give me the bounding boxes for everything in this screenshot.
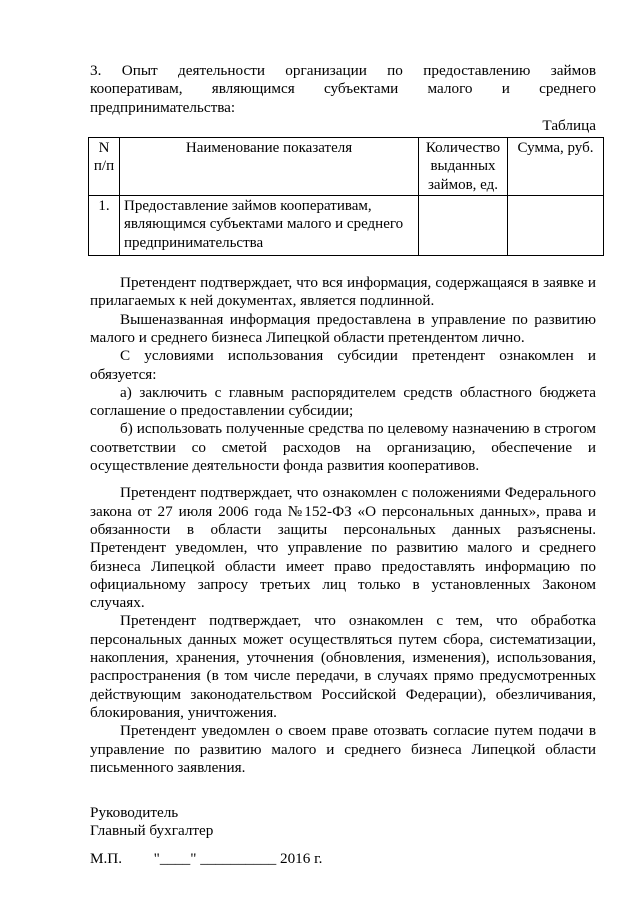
section-heading-line-1: 3. Опыт деятельности организации по предоставлению займов bbox=[90, 62, 596, 79]
table-row bbox=[89, 196, 604, 256]
paragraph: Претендент подтверждает, что ознакомлен с тем, что обработка персональных данных может осуществляться путем сбора, систематизации, накопления, хранения, уточнения (обновления, изменения), использования, распространения (в том числе передачи, в случаях прямо предусмотренных действующим законодательством Российской Федерации), обезличивания, блокирования, уничтожения. bbox=[90, 612, 596, 721]
table-cell: Предоставление займов кооперативам, являющимся субъектами малого и среднего предпринимательства bbox=[120, 196, 419, 256]
table-header-cell: N п/п bbox=[89, 138, 120, 196]
table-header-cell: Сумма, руб. bbox=[508, 138, 604, 196]
paragraph: Претендент уведомлен о своем праве отозвать согласие путем подачи в управление по развитию малого и среднего бизнеса Липецкой области письменного заявления. bbox=[90, 722, 596, 776]
paragraph: Претендент подтверждает, что вся информация, содержащаяся в заявке и прилагаемых к ней документах, является подлинной. bbox=[90, 274, 596, 310]
paragraph: б) использовать полученные средства по целевому назначению в строгом соответствии со сметой расходов на организацию, обеспечение и осуществление деятельности фонда развития кооперативов. bbox=[90, 420, 596, 475]
signature-head: Руководитель bbox=[90, 804, 179, 822]
section-heading-line-2: кооперативам, являющимся субъектами малого и среднего bbox=[90, 80, 596, 98]
section-heading-line-3: предпринимательства: bbox=[90, 98, 236, 116]
loans-table bbox=[88, 137, 604, 256]
table-cell bbox=[508, 196, 604, 256]
date-field: "____" __________ 2016 г. bbox=[153, 849, 323, 867]
paragraph: а) заключить с главным распорядителем средств областного бюджета соглашение о предоставлении субсидии; bbox=[90, 383, 596, 420]
stamp-label: М.П. bbox=[90, 849, 123, 867]
paragraph: С условиями использования субсидии претендент ознакомлен и обязуется: bbox=[90, 347, 596, 383]
paragraph: Претендент подтверждает, что ознакомлен с положениями Федерального закона от 27 июля 2006 года №152-ФЗ «О персональных данных», права и обязанности в области защиты персональных данных разъяснены. Претендент уведомлен, что управление по развитию малого и среднего бизнеса Липецкой области имеет право предоставлять информацию по официальному запросу третьих лиц только в установленных Законом случаях. bbox=[90, 484, 596, 612]
stamp-date-line bbox=[90, 850, 596, 868]
table-cell: 1. bbox=[89, 196, 120, 256]
signature-accountant: Главный бухгалтер bbox=[90, 822, 214, 840]
document-page bbox=[90, 62, 596, 868]
table-header-cell: Наименование показателя bbox=[120, 138, 419, 196]
table-cell bbox=[419, 196, 508, 256]
paragraph: Вышеназванная информация предоставлена в управление по развитию малого и среднего бизнеса Липецкой области претендентом лично. bbox=[90, 310, 596, 346]
table-header-cell: Количество выданных займов, ед. bbox=[419, 138, 508, 196]
table-label: Таблица bbox=[542, 116, 596, 134]
table-header-row bbox=[89, 138, 604, 196]
